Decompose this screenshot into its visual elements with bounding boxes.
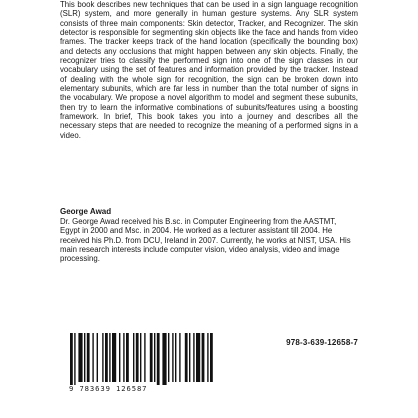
barcode-bar [157,333,160,385]
barcode-bar [175,333,176,382]
barcode-bar [92,333,93,382]
barcode-bar [185,333,188,382]
barcode-bar [78,333,82,382]
author-section [60,207,358,264]
isbn-number: 978-3-639-12658-7 [286,338,358,347]
barcode-bar [126,333,129,382]
barcode-bars-icon [64,331,214,387]
barcode-bar [144,333,145,382]
barcode-bar [97,333,98,382]
barcode-bar [189,333,190,382]
barcode-bar [102,333,103,382]
barcode-bar [105,333,108,382]
barcode [64,331,214,393]
barcode-bar [193,333,194,382]
barcode-bar [168,333,169,382]
barcode-bar [179,333,180,382]
author-bio: Dr. George Awad received his B.sc. in Computer Engineering from the AASTMT, Egypt in 2000 and Msc. in 2004. He worked as a lecturer assistant till 2004. He received his Ph.D. from DCU, Ireland in 2007. Currently, he works at NIST, USA. His main research interests include computer vision, video analysis, video and image processing. [60,217,351,264]
author-name: George Awad [60,207,112,216]
barcode-bar [140,333,141,382]
barcode-bar [150,333,153,382]
barcode-bar [210,333,213,382]
barcode-bar [196,333,200,382]
barcode-bar [87,333,90,382]
barcode-bar [172,333,173,382]
barcode-bar [133,333,134,382]
barcode-bar [123,333,124,382]
barcode-bar [136,333,139,382]
barcode-bar [154,333,155,382]
barcode-bar [74,333,75,385]
barcode-bar [162,333,166,385]
barcode-bar [112,333,116,382]
barcode-bar [207,333,208,382]
barcode-bar [202,333,205,382]
barcode-bar [119,333,120,382]
barcode-bar [84,333,85,382]
book-description: This book describes new techniques that can be used in a sign language recognition (SLR) system, and more generally in human gesture systems. Any SLR system consists of three main components: Skin detector, Tracker, and Recognizer. The skin detector is responsible for segmenting skin objects like the face and hands from video frames. The tracker keeps track of the hand location (specifically the bounding box) and detects any occlusions that might happen between any skin objects. Finally, the recognizer tries to classify the performed sign into one of the sign classes in our vocabulary using the set of features and information provided by the tracker. Instead of dealing with the whole sign for recognition, the sign can be broken down into elementary subunits, which are far less in number than the total number of signs in the vocabulary. We propose a novel algorithm to model and segment these subunits, then try to learn the informative combinations of subunits/features using a boosting framework. In brief, This book takes you into a journey and describes all the necessary steps that are needed to recognize the meaning of a performed signs in a video. [60,0,358,140]
barcode-digits: 9 783639 126587 [69,384,148,393]
barcode-bar [70,333,73,385]
barcode-bar [109,333,110,382]
